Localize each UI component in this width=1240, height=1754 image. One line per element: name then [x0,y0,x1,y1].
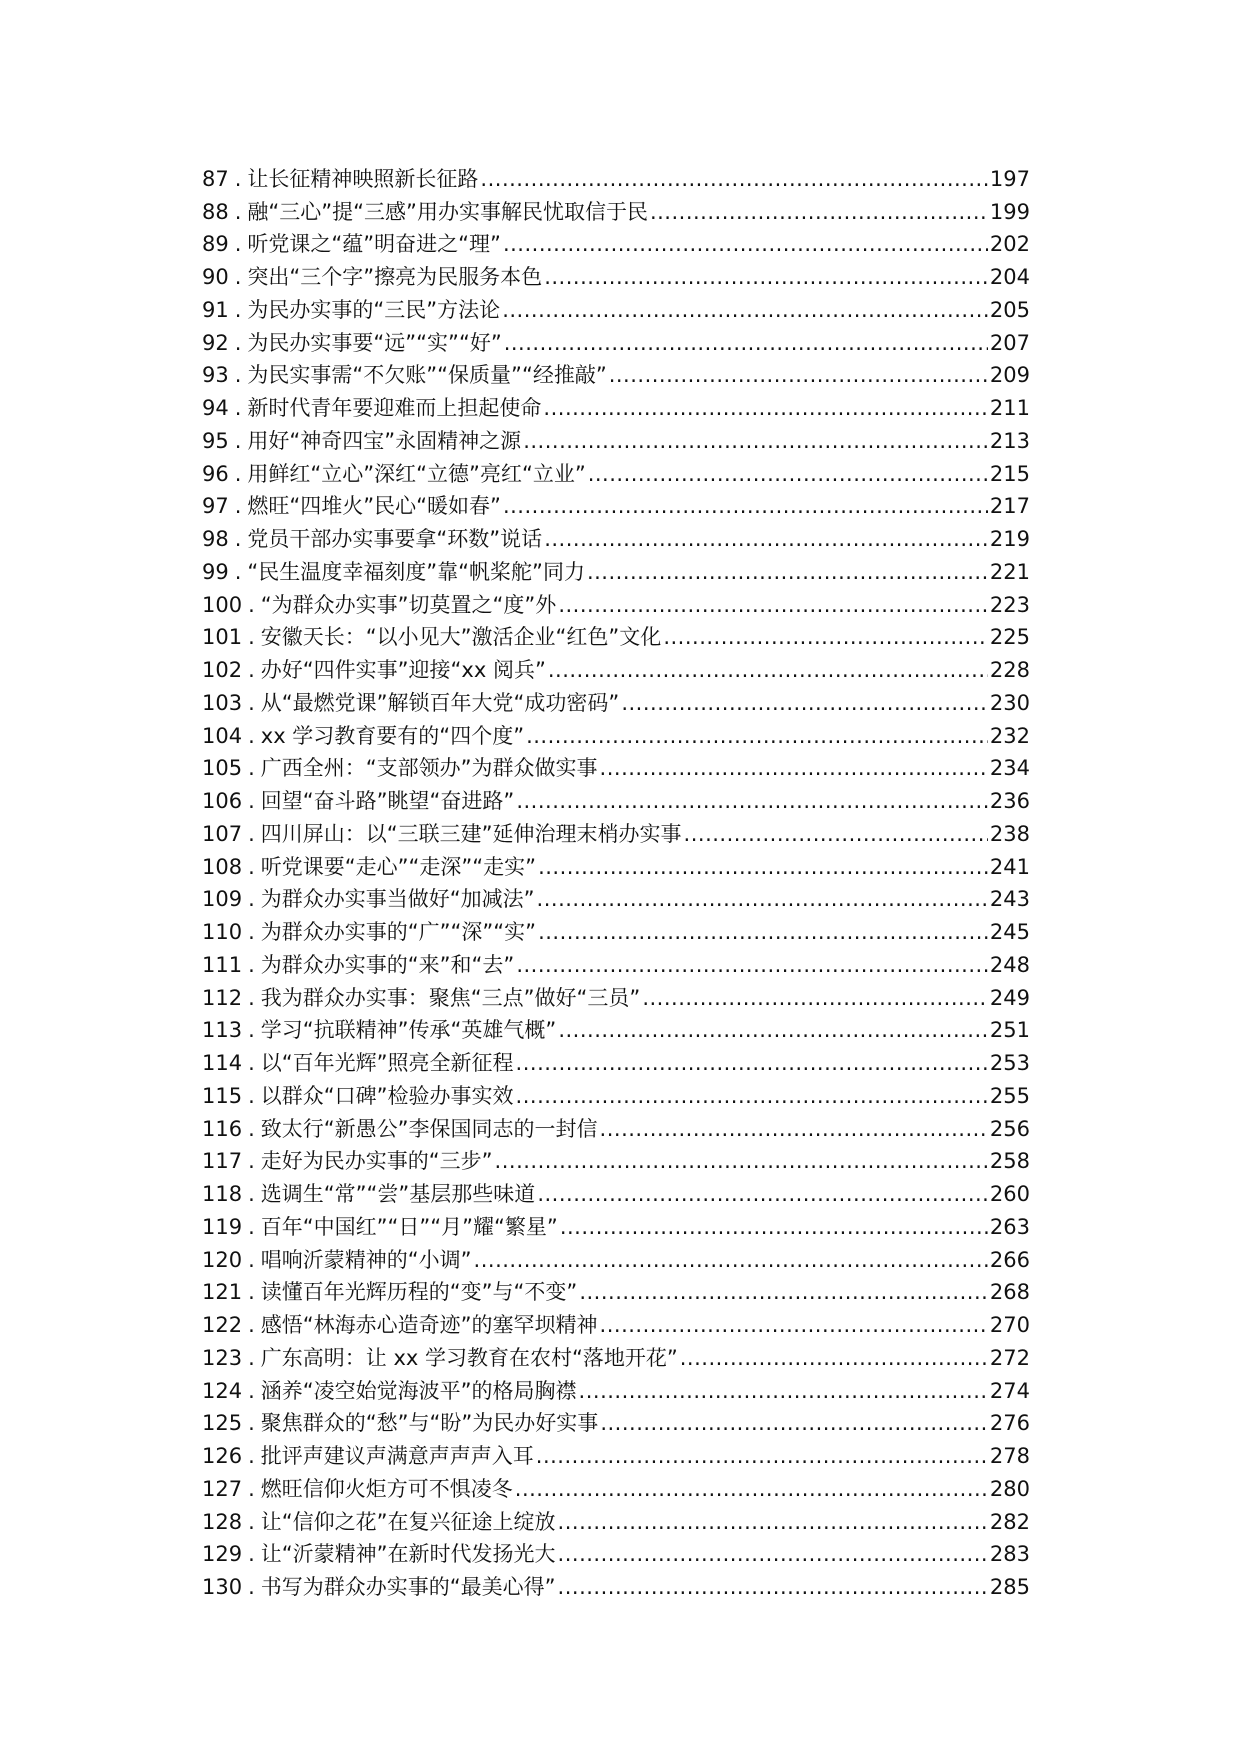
toc-entry-separator: . [248,723,255,748]
toc-entry-title: 书写为群众办实事的“最美心得” [260,1575,556,1600]
toc-dot-leader [537,1178,988,1211]
toc-entry[interactable] [202,1080,1030,1113]
toc-entry-number: 95 [202,428,229,453]
toc-entry-title: 走好为民办实事的“三步” [260,1149,493,1174]
toc-entry-page: 225 [989,625,1030,650]
toc-dot-leader [680,1342,988,1375]
toc-entry-title: 让“沂蒙精神”在新时代发扬光大 [260,1542,556,1567]
toc-entry-page: 213 [989,428,1030,453]
toc-entry-number: 88 [202,199,229,224]
toc-dot-leader [480,163,987,196]
toc-entry-title: 回望“奋斗路”眺望“奋进路” [260,789,515,814]
toc-entry[interactable] [202,1211,1030,1244]
toc-entry-page: 256 [989,1116,1030,1141]
toc-dot-leader [558,1538,988,1571]
toc-entry[interactable] [202,360,1030,393]
toc-dot-leader [587,556,988,589]
toc-dot-leader [538,851,988,884]
toc-entry-page: 205 [989,297,1030,322]
toc-entry-title: 涵养“凌空始觉海波平”的格局胸襟 [260,1378,577,1403]
toc-dot-leader [537,883,988,916]
toc-entry[interactable] [202,1277,1030,1310]
toc-entry-number: 124 [202,1378,243,1403]
toc-entry-page: 282 [989,1509,1030,1534]
toc-entry-title: 为民办实事要“远”“实”“好” [247,330,502,355]
toc-entry-separator: . [248,1051,255,1076]
toc-entry-number: 104 [202,723,243,748]
toc-entry[interactable] [202,1244,1030,1277]
toc-entry[interactable] [202,1506,1030,1539]
toc-entry[interactable] [202,1178,1030,1211]
toc-entry[interactable] [202,327,1030,360]
toc-entry-number: 97 [202,494,229,519]
toc-entry-separator: . [248,1083,255,1108]
toc-entry[interactable] [202,589,1030,622]
toc-entry-separator: . [234,527,242,552]
toc-entry-page: 248 [989,952,1030,977]
toc-dot-leader [642,982,988,1015]
toc-entry-page: 276 [989,1411,1030,1436]
toc-entry-separator: . [234,166,242,191]
toc-entry-title: xx 学习教育要有的“四个度” [260,723,525,748]
toc-dot-leader [558,589,988,622]
toc-entry-number: 102 [202,658,243,683]
toc-entry-separator: . [248,1444,255,1469]
toc-dot-leader [621,687,988,720]
toc-entry-separator: . [248,1214,255,1239]
toc-entry-page: 270 [989,1313,1030,1338]
toc-entry[interactable] [202,229,1030,262]
toc-entry-number: 110 [202,920,243,945]
toc-entry-page: 209 [989,363,1030,388]
toc-entry-page: 232 [989,723,1030,748]
toc-entry-number: 94 [202,396,229,421]
toc-entry-page: 253 [989,1051,1030,1076]
toc-entry-separator: . [248,920,255,945]
toc-entry-separator: . [248,1116,255,1141]
toc-entry[interactable] [202,785,1030,818]
toc-entry-page: 236 [989,789,1030,814]
toc-dot-leader [503,490,988,523]
toc-dot-leader [516,1080,988,1113]
toc-dot-leader [502,294,988,327]
toc-entry-number: 114 [202,1051,243,1076]
toc-entry-number: 91 [202,297,229,322]
toc-entry-separator: . [234,428,242,453]
toc-entry-separator: . [234,461,242,486]
toc-entry-page: 211 [989,396,1030,421]
toc-entry-title: 为群众办实事的“来”和“去” [260,952,515,977]
toc-entry[interactable] [202,1539,1030,1572]
toc-entry-number: 100 [202,592,243,617]
toc-entry-title: 让“信仰之花”在复兴征途上绽放 [260,1509,556,1534]
toc-entry-separator: . [234,232,242,257]
toc-entry[interactable] [202,523,1030,556]
toc-entry-separator: . [234,297,242,322]
toc-entry-separator: . [248,690,255,715]
toc-entry[interactable] [202,1375,1030,1408]
toc-entry-page: 285 [989,1575,1030,1600]
toc-entry-number: 118 [202,1182,243,1207]
toc-entry[interactable] [202,163,1030,196]
toc-entry-number: 108 [202,854,243,879]
toc-dot-leader [558,1571,988,1604]
toc-entry[interactable] [202,1309,1030,1342]
toc-entry[interactable] [202,458,1030,491]
toc-entry-separator: . [248,592,255,617]
toc-entry-title: 听党课之“蕴”明奋进之“理” [247,232,501,257]
toc-dot-leader [684,818,988,851]
toc-entry-page: 283 [989,1542,1030,1567]
toc-dot-leader [560,1211,988,1244]
toc-entry[interactable] [202,1047,1030,1080]
toc-entry-page: 230 [989,690,1030,715]
toc-entry-page: 234 [989,756,1030,781]
toc-entry[interactable] [202,982,1030,1015]
toc-dot-leader [579,1375,988,1408]
toc-entry-number: 120 [202,1247,243,1272]
toc-entry-separator: . [248,1575,255,1600]
toc-dot-leader [526,720,988,753]
toc-dot-leader [609,359,988,392]
toc-entry-separator: . [248,1247,255,1272]
toc-entry-number: 90 [202,265,229,290]
toc-entry-number: 117 [202,1149,243,1174]
toc-dot-leader [544,523,988,556]
toc-entry-number: 93 [202,363,229,388]
toc-entry[interactable] [202,1408,1030,1441]
toc-entry-separator: . [248,821,255,846]
toc-entry[interactable] [202,720,1030,753]
toc-entry-title: 选调生“常”“尝”基层那些味道 [260,1182,536,1207]
toc-dot-leader [548,654,988,687]
toc-entry-number: 87 [202,166,229,191]
toc-entry-title: 百年“中国红”“日”“月”耀“繁星” [260,1214,558,1239]
toc-entry-separator: . [234,396,242,421]
toc-entry-number: 98 [202,527,229,552]
toc-entry-number: 121 [202,1280,243,1305]
toc-dot-leader [650,196,988,229]
toc-entry-title: 以群众“口碑”检验办事实效 [260,1083,514,1108]
toc-entry-title: “为群众办实事”切莫置之“度”外 [260,592,557,617]
toc-entry-page: 207 [989,330,1030,355]
toc-dot-leader [516,785,988,818]
toc-dot-leader [558,1014,988,1047]
toc-entry-title: 让长征精神映照新长征路 [247,166,479,191]
toc-entry-page: 238 [989,821,1030,846]
toc-entry[interactable] [202,261,1030,294]
toc-entry-title: 致太行“新愚公”李保国同志的一封信 [260,1116,598,1141]
toc-entry-separator: . [234,199,242,224]
toc-entry-number: 103 [202,690,243,715]
toc-entry-page: 243 [989,887,1030,912]
toc-entry-title: 为群众办实事当做好“加减法” [260,887,535,912]
toc-dot-leader [558,1506,988,1539]
toc-entry-number: 125 [202,1411,243,1436]
toc-entry-page: 228 [989,658,1030,683]
toc-entry-separator: . [248,1313,255,1338]
toc-dot-leader [474,1244,988,1277]
toc-entry-page: 245 [989,920,1030,945]
toc-entry-number: 113 [202,1018,243,1043]
toc-entry-separator: . [248,887,255,912]
toc-entry-separator: . [234,330,242,355]
toc-entry-page: 217 [989,494,1030,519]
toc-dot-leader [579,1276,988,1309]
toc-entry-page: 202 [989,232,1030,257]
toc-entry-title: 为民实事需“不欠账”“保质量”“经推敲” [247,363,607,388]
toc-entry-separator: . [248,1018,255,1043]
toc-entry-page: 251 [989,1018,1030,1043]
toc-entry[interactable] [202,916,1030,949]
toc-entry-number: 115 [202,1083,243,1108]
toc-entry-page: 219 [989,527,1030,552]
toc-entry-title: 从“最燃党课”解锁百年大党“成功密码” [260,690,620,715]
toc-entry[interactable] [202,196,1030,229]
toc-dot-leader [515,1473,988,1506]
toc-entry-separator: . [248,1345,255,1370]
toc-entry[interactable] [202,1473,1030,1506]
toc-entry-number: 126 [202,1444,243,1469]
toc-entry-page: 255 [989,1083,1030,1108]
toc-entry-page: 197 [989,166,1030,191]
toc-entry-number: 128 [202,1509,243,1534]
toc-entry-number: 106 [202,789,243,814]
toc-dot-leader [516,949,988,982]
toc-entry-separator: . [248,985,255,1010]
toc-dot-leader [600,752,988,785]
toc-entry-title: 燃旺“四堆火”民心“暖如春” [247,494,501,519]
toc-entry-separator: . [234,265,242,290]
toc-entry-separator: . [248,1280,255,1305]
toc-entry-page: 272 [989,1345,1030,1370]
toc-entry-separator: . [248,789,255,814]
toc-entry-title: 以“百年光辉”照亮全新征程 [260,1051,514,1076]
toc-entry-separator: . [248,1149,255,1174]
toc-entry-number: 119 [202,1214,243,1239]
toc-entry-separator: . [248,756,255,781]
toc-entry[interactable] [202,1113,1030,1146]
toc-entry[interactable] [202,1015,1030,1048]
toc-entry-number: 127 [202,1476,243,1501]
toc-dot-leader [523,425,988,458]
toc-entry[interactable] [202,1342,1030,1375]
toc-entry-page: 258 [989,1149,1030,1174]
toc-entry-number: 123 [202,1345,243,1370]
toc-entry-separator: . [248,1182,255,1207]
toc-entry-separator: . [234,494,242,519]
toc-dot-leader [663,621,988,654]
toc-entry-separator: . [234,559,242,584]
toc-entry-number: 111 [202,952,243,977]
toc-entry[interactable] [202,818,1030,851]
toc-dot-leader [600,1309,988,1342]
toc-entry-title: 党员干部办实事要拿“环数”说话 [247,527,543,552]
toc-entry[interactable] [202,556,1030,589]
toc-entry[interactable] [202,753,1030,786]
toc-entry[interactable] [202,392,1030,425]
toc-entry-separator: . [248,854,255,879]
toc-entry-title: 我为群众办实事：聚焦“三点”做好“三员” [260,985,641,1010]
toc-entry-title: 安徽天长：“以小见大”激活企业“红色”文化 [260,625,662,650]
toc-entry[interactable] [202,949,1030,982]
toc-entry-number: 105 [202,756,243,781]
toc-entry-page: 215 [989,461,1030,486]
toc-entry-title: 突出“三个字”擦亮为民服务本色 [247,265,543,290]
toc-entry-page: 274 [989,1378,1030,1403]
toc-entry[interactable] [202,687,1030,720]
toc-entry-page: 263 [989,1214,1030,1239]
toc-entry-title: 融“三心”提“三感”用办实事解民忧取信于民 [247,199,648,224]
toc-dot-leader [543,392,987,425]
toc-entry-page: 249 [989,985,1030,1010]
toc-entry-separator: . [248,1542,255,1567]
toc-entry-separator: . [248,625,255,650]
toc-dot-leader [600,1407,988,1440]
toc-entry-number: 129 [202,1542,243,1567]
toc-entry-title: 感悟“林海赤心造奇迹”的塞罕坝精神 [260,1313,598,1338]
toc-entry[interactable] [202,1146,1030,1179]
toc-entry-number: 109 [202,887,243,912]
toc-entry-page: 204 [989,265,1030,290]
toc-entry-number: 92 [202,330,229,355]
toc-entry[interactable] [202,622,1030,655]
toc-entry-number: 116 [202,1116,243,1141]
table-of-contents [202,163,1030,1604]
toc-entry-title: 四川屏山：以“三联三建”延伸治理末梢办实事 [260,821,682,846]
toc-entry-title: 办好“四件实事”迎接“xx 阅兵” [260,658,546,683]
toc-entry-page: 268 [989,1280,1030,1305]
toc-entry-number: 130 [202,1575,243,1600]
toc-dot-leader [538,916,988,949]
toc-entry-page: 260 [989,1182,1030,1207]
toc-entry-separator: . [248,1476,255,1501]
toc-entry-number: 101 [202,625,243,650]
toc-entry[interactable] [202,884,1030,917]
toc-entry-title: 新时代青年要迎难而上担起使命 [247,396,542,421]
toc-entry-separator: . [248,952,255,977]
toc-entry-number: 99 [202,559,229,584]
toc-entry[interactable] [202,425,1030,458]
toc-entry-separator: . [248,658,255,683]
toc-entry-title: 广西全州：“支部领办”为群众做实事 [260,756,598,781]
toc-entry[interactable] [202,1571,1030,1604]
toc-dot-leader [503,228,988,261]
toc-entry[interactable] [202,851,1030,884]
toc-dot-leader [536,1440,988,1473]
toc-dot-leader [588,458,988,491]
toc-dot-leader [516,1047,988,1080]
toc-entry-number: 96 [202,461,229,486]
toc-entry[interactable] [202,294,1030,327]
toc-entry[interactable] [202,654,1030,687]
toc-entry-separator: . [248,1378,255,1403]
toc-entry-title: 广东高明：让 xx 学习教育在农村“落地开花” [260,1345,678,1370]
toc-entry-page: 278 [989,1444,1030,1469]
toc-dot-leader [504,327,988,360]
toc-entry-title: 读懂百年光辉历程的“变”与“不变” [260,1280,578,1305]
toc-entry-title: 为群众办实事的“广”“深”“实” [260,920,537,945]
toc-entry-separator: . [248,1411,255,1436]
toc-entry-title: 唱响沂蒙精神的“小调” [260,1247,472,1272]
toc-entry-separator: . [234,363,242,388]
toc-entry-number: 112 [202,985,243,1010]
toc-entry-number: 107 [202,821,243,846]
toc-dot-leader [495,1145,988,1178]
toc-entry-title: 批评声建议声满意声声声入耳 [260,1444,534,1469]
toc-entry[interactable] [202,491,1030,524]
toc-entry-page: 199 [989,199,1030,224]
toc-entry-title: 用好“神奇四宝”永固精神之源 [247,428,522,453]
toc-dot-leader [544,261,988,294]
toc-entry-page: 241 [989,854,1030,879]
toc-entry-title: 为民办实事的“三民”方法论 [247,297,501,322]
toc-entry[interactable] [202,1440,1030,1473]
toc-entry-title: “民生温度幸福刻度”靠“帆桨舵”同力 [247,559,585,584]
toc-entry-page: 223 [989,592,1030,617]
toc-entry-page: 266 [989,1247,1030,1272]
toc-entry-title: 学习“抗联精神”传承“英雄气概” [260,1018,557,1043]
toc-entry-separator: . [248,1509,255,1534]
toc-entry-number: 122 [202,1313,243,1338]
toc-dot-leader [600,1113,988,1146]
toc-entry-title: 燃旺信仰火炬方可不惧凌冬 [260,1476,513,1501]
toc-entry-title: 听党课要“走心”“走深”“走实” [260,854,537,879]
toc-entry-page: 280 [989,1476,1030,1501]
toc-entry-title: 用鲜红“立心”深红“立德”亮红“立业” [247,461,586,486]
toc-entry-number: 89 [202,232,229,257]
toc-entry-page: 221 [989,559,1030,584]
toc-entry-title: 聚焦群众的“愁”与“盼”为民办好实事 [260,1411,599,1436]
